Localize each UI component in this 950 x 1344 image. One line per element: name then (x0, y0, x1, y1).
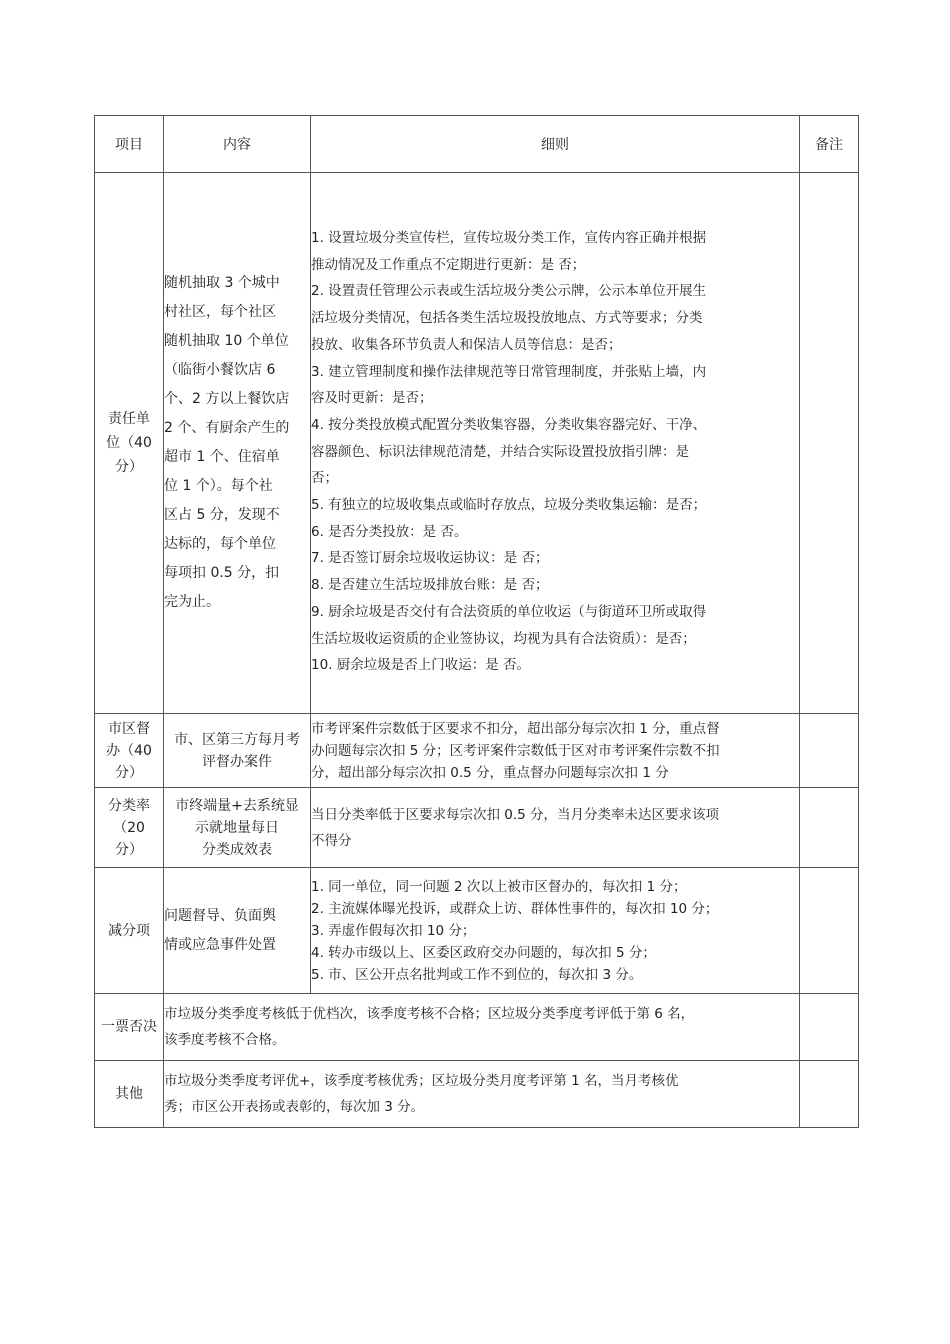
rules-cell (311, 868, 800, 994)
table-row-veto (95, 994, 859, 1061)
rule-line: 5. 市、区公开点名批判或工作不到位的，每次扣 3 分。 (311, 966, 643, 983)
item-line: （20 (113, 819, 145, 836)
note-cell (800, 714, 859, 788)
rule-line: 4. 按分类投放模式配置分类收集容器，分类收集容器完好、干净、 (311, 416, 707, 433)
item-line: 分类率 (108, 797, 150, 814)
rule-line: 当日分类率低于区要求每宗次扣 0.5 分，当月分类率未达区要求该项 (311, 806, 720, 823)
rule-line: 4. 转办市级以上、区委区政府交办问题的，每次扣 5 分； (311, 944, 656, 961)
content-line: 问题督导、负面舆 (164, 907, 276, 924)
rule-line: 投放、收集各环节负责人和保洁人员等信息：是否； (311, 336, 622, 353)
rule-line: 10. 厨余垃圾是否上门收运：是 否。 (311, 657, 531, 674)
note-cell (800, 173, 859, 714)
note-cell (800, 868, 859, 994)
rule-line: 3. 弄虚作假每次扣 10 分； (311, 922, 476, 939)
veto-text-cell (164, 994, 800, 1061)
item-cell (95, 994, 164, 1061)
note-cell (800, 788, 859, 868)
table-row-other (95, 1061, 859, 1128)
header-note: 备注 (800, 116, 859, 173)
table-row-responsible-unit (95, 173, 859, 714)
rule-line: 活垃圾分类情况，包括各类生活垃圾投放地点、方式等要求；分类 (311, 310, 703, 327)
content-line: 分类成效表 (202, 841, 272, 858)
content-line: 市、区第三方每月考 (174, 731, 300, 748)
item-cell (95, 788, 164, 868)
content-cell (164, 868, 311, 994)
veto-line: 该季度考核不合格。 (164, 1032, 286, 1048)
rule-line: 生活垃圾收运资质的企业签协议，均视为具有合法资质）：是否； (311, 630, 696, 647)
item-cell (95, 1061, 164, 1128)
table-row-deductions (95, 868, 859, 994)
rule-line: 容器颜色、标识法律规范清楚，并结合实际设置投放指引牌：是 (311, 443, 689, 460)
rule-line: 否； (311, 470, 338, 487)
header-item: 项目 (95, 116, 164, 173)
other-line: 市垃圾分类季度考评优+，该季度考核优秀；区垃圾分类月度考评第 1 名，当月考核优 (164, 1073, 679, 1089)
content-cell (164, 173, 311, 714)
content-line: 完为止。 (164, 594, 220, 610)
rule-line: 9. 厨余垃圾是否交付有合法资质的单位收运（与街道环卫所或取得 (311, 603, 707, 620)
item-line: 分） (115, 459, 143, 475)
header-row (95, 116, 859, 173)
rule-line: 1. 设置垃圾分类宣传栏，宣传垃圾分类工作，宣传内容正确并根据 (311, 230, 707, 246)
rule-line: 6. 是否分类投放：是 否。 (311, 523, 468, 540)
content-line: 达标的，每个单位 (164, 536, 276, 552)
content-line: 每项扣 0.5 分，扣 (164, 565, 280, 581)
rule-line: 1. 同一单位，同一问题 2 次以上被市区督办的，每次扣 1 分； (311, 878, 687, 895)
item-cell (95, 173, 164, 714)
header-rules: 细则 (311, 116, 800, 173)
item-line: 减分项 (108, 922, 150, 939)
veto-line: 市垃圾分类季度考核低于优档次，该季度考核不合格；区垃圾分类季度考评低于第 6 名， (164, 1006, 695, 1022)
content-cell (164, 788, 311, 868)
item-line: 分） (115, 764, 143, 781)
assessment-table (94, 115, 859, 1128)
content-line: 市终端量+去系统显 (175, 797, 299, 814)
rule-line: 2. 主流媒体曝光投诉，或群众上访、群体性事件的，每次扣 10 分； (311, 900, 719, 917)
item-line: 分） (115, 841, 143, 858)
content-line: 超市 1 个、住宿单 (164, 449, 280, 465)
content-line: 评督办案件 (202, 753, 272, 770)
rule-line: 3. 建立管理制度和操作法律规范等日常管理制度，并张贴上墙，内 (311, 363, 707, 380)
item-line: 一票否决 (101, 1019, 157, 1035)
rule-line: 2. 设置责任管理公示表或生活垃圾分类公示牌，公示本单位开展生 (311, 283, 707, 300)
rule-line: 8. 是否建立生活垃圾排放台账：是 否； (311, 577, 549, 594)
rule-line: 容及时更新：是否； (311, 390, 433, 407)
item-line: 办（40 (106, 742, 152, 759)
header-content: 内容 (164, 116, 311, 173)
item-line: 责任单 (108, 411, 150, 427)
content-line: 情或应急事件处置 (164, 936, 276, 953)
rules-cell (311, 788, 800, 868)
table-row-sorting-rate (95, 788, 859, 868)
item-cell (95, 868, 164, 994)
rule-line: 7. 是否签订厨余垃圾收运协议：是 否； (311, 550, 549, 567)
item-line: 市区督 (108, 720, 150, 737)
content-line: 示就地量每日 (195, 819, 279, 836)
content-line: 区占 5 分，发现不 (164, 507, 280, 523)
rule-line: 市考评案件宗数低于区要求不扣分，超出部分每宗次扣 1 分，重点督 (311, 720, 720, 737)
other-line: 秀；市区公开表扬或表彰的，每次加 3 分。 (164, 1099, 425, 1115)
content-line: 2 个、有厨余产生的 (164, 420, 290, 436)
rule-line: 办问题每宗次扣 5 分；区考评案件宗数低于区对市考评案件宗数不扣 (311, 742, 720, 759)
rules-cell (311, 173, 800, 714)
rule-line: 5. 有独立的垃圾收集点或临时存放点，垃圾分类收集运输：是否； (311, 497, 707, 514)
rules-cell (311, 714, 800, 788)
table-row-supervision (95, 714, 859, 788)
content-line: 随机抽取 3 个城中 (164, 275, 280, 291)
content-line: 个、2 方以上餐饮店 (164, 391, 290, 407)
content-line: 随机抽取 10 个单位 (164, 333, 289, 349)
rule-line: 不得分 (311, 832, 352, 849)
other-text-cell (164, 1061, 800, 1128)
note-cell (800, 1061, 859, 1128)
note-cell (800, 994, 859, 1061)
item-line: 位（40 (106, 435, 152, 451)
content-cell (164, 714, 311, 788)
content-line: 村社区，每个社区 (164, 304, 276, 320)
content-line: （临街小餐饮店 6 (164, 362, 276, 378)
item-cell (95, 714, 164, 788)
content-line: 位 1 个）。每个社 (164, 478, 273, 494)
item-line: 其他 (115, 1086, 143, 1102)
rule-line: 分，超出部分每宗次扣 0.5 分，重点督办问题每宗次扣 1 分 (311, 764, 669, 781)
rule-line: 推动情况及工作重点不定期进行更新：是 否； (311, 256, 586, 273)
